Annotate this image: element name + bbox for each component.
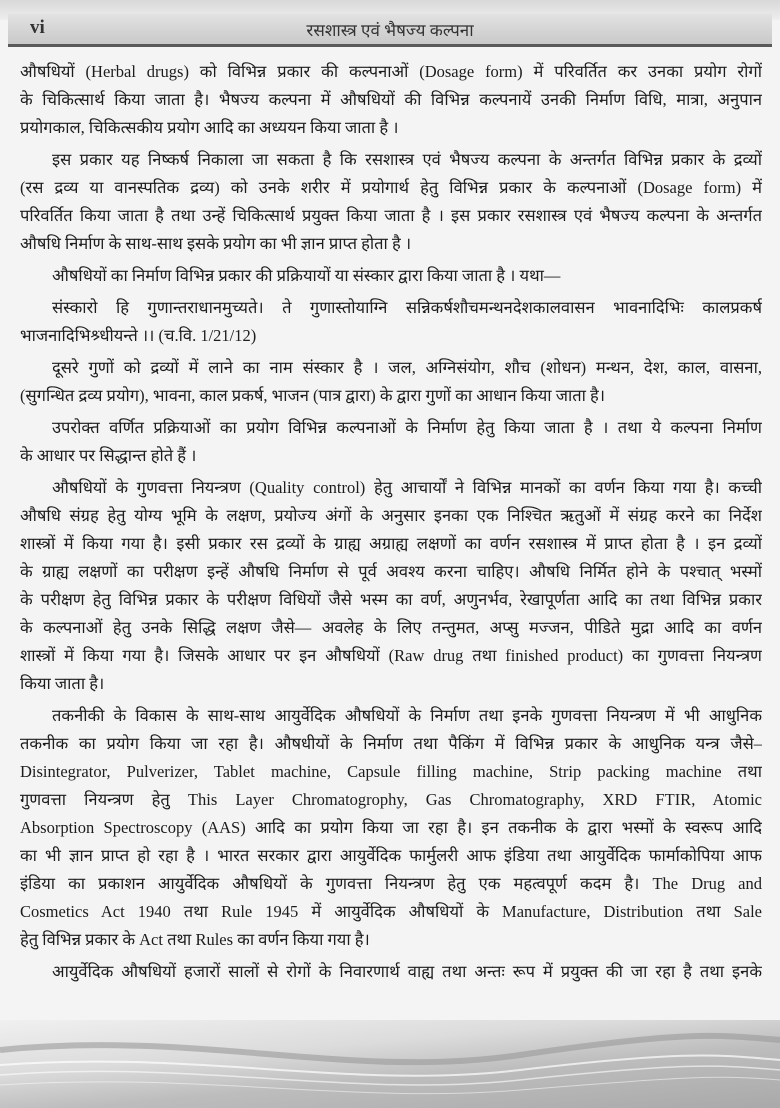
text-line: औषधियों के गुणवत्ता नियन्त्रण (Quality control) हेतु आचार्यों ने विभिन्न मानकों का वर्णन किया गया है। कच्ची	[52, 478, 762, 497]
text-line: परिवर्तित किया जाता है तथा उन्हें चिकित्सार्थ प्रयुक्त किया जाता है । इस प्रकार रसशास्त्र एवं भैषज्य कल्पना के अन्तर्गत	[20, 206, 762, 225]
text-line: गुणवत्ता नियन्त्रण हेतु This Layer Chromatogrophy, Gas Chromatography, XRD FTIR, Atomic	[20, 790, 762, 809]
text-line: के कल्पनाओं हेतु उनके सिद्धि लक्षण जैसे— अवलेह के लिए तन्तुमत, अप्सु मज्जन, पीडिते मुद्रा आदि का वर्णन	[20, 618, 762, 637]
text-line: औषधियों का निर्माण विभिन्न प्रकार की प्रक्रियायों या संस्कार द्वारा किया जाता है । यथा—	[52, 266, 561, 285]
page-number: vi	[30, 17, 45, 38]
text-line: के ग्राह्य लक्षणों का परीक्षण इन्हें औषधि निर्माण से पूर्व अवश्य करना चाहिए। औषधि निर्मित होने के पश्चात् भस्मों	[20, 562, 762, 581]
text-line: औषधि संग्रह हेतु योग्य भूमि के लक्षण, प्रयोज्य अंगों के अनुसार इनका एक निश्चित ऋतुओं में संग्रह करने का निर्देश	[20, 506, 762, 525]
paragraph	[20, 294, 762, 350]
text-line: भाजनादिभिश्र्धीयन्ते ।। (च.वि. 1/21/12)	[20, 326, 257, 345]
text-line: इस प्रकार यह निष्कर्ष निकाला जा सकता है कि रसशास्त्र एवं भैषज्य कल्पना के अन्तर्गत विभिन्न प्रकार के द्रव्यों	[52, 150, 762, 169]
text-line: तकनीक का प्रयोग किया जा रहा है। औषधीयों के निर्माण तथा पैकिंग में विभिन्न प्रकार के आधुनिक यन्त्र जैसे–	[20, 734, 762, 753]
text-line: उपरोक्त वर्णित प्रक्रियाओं का प्रयोग विभिन्न कल्पनाओं के निर्माण हेतु किया जाता है । तथा ये कल्पना निर्माण	[52, 418, 762, 437]
text-line: प्रयोगकाल, चिकित्सकीय प्रयोग आदि का अध्ययन किया जाता है ।	[20, 118, 399, 137]
text-line: के परीक्षण हेतु विभिन्न प्रकार के परीक्षण विधियों जैसे भस्म का वर्ण, अणुनर्भव, रेखापूर्णता आदि का तथा विभिन्न प्रकार	[20, 590, 762, 609]
text-line: शास्त्रों में किया गया है। इसी प्रकार रस द्रव्यों के ग्राह्य अग्राह्य लक्षणों का वर्णन रसशास्त्र में प्राप्त होता है । इन द्रव्यों	[20, 534, 762, 553]
text-line: किया जाता है।	[20, 674, 105, 693]
text-line: का भी ज्ञान प्राप्त हो रहा है । भारत सरकार द्वारा आयुर्वेदिक फार्मुलरी आफ इंडिया तथा आयुर्वेदिक फार्माकोपिया आफ	[20, 846, 762, 865]
text-line: Disintegrator, Pulverizer, Tablet machine, Capsule filling machine, Strip packing machine तथा	[20, 762, 762, 781]
text-line: के चिकित्सार्थ किया जाता है। भैषज्य कल्पना में औषधियों की विभिन्न कल्पनायें उनकी निर्माण विधि, मात्रा, अनुपान	[20, 90, 762, 109]
paragraph	[20, 414, 762, 470]
paragraph	[20, 354, 762, 410]
text-line: आयुर्वेदिक औषधियों हजारों सालों से रोगों के निवारणार्थ वाह्य तथा अन्तः रूप में प्रयुक्त की जा रहा है तथा इनके	[52, 962, 762, 981]
text-line: (रस द्रव्य या वानस्पतिक द्रव्य) को उनके शरीर में प्रयोगार्थ हेतु विभिन्न प्रकार के कल्पनाओं (Dosage form) में	[20, 178, 762, 197]
text-line: हेतु विभिन्न प्रकार के Act तथा Rules का वर्णन किया गया है।	[20, 930, 370, 949]
running-title: रसशास्त्र एवं भैषज्य कल्पना	[306, 21, 474, 40]
text-line: संस्कारो हि गुणान्तराधानमुच्यते। ते गुणास्तोयाग्नि सन्निकर्षशौचमन्थनदेशकालवासन भावनादिभिः कालप्रकर्ष	[52, 298, 762, 317]
text-line: Cosmetics Act 1940 तथा Rule 1945 में आयुर्वेदिक औषधियों के Manufacture, Distribution तथा Sale	[20, 902, 762, 921]
bottom-decorative-wave	[0, 1020, 780, 1108]
text-line: शास्त्रों में किया गया है। जिसके आधार पर इन औषधियों (Raw drug तथा finished product) का गुणवत्ता नियन्त्रण	[20, 646, 762, 665]
paragraph	[20, 146, 762, 258]
paragraph	[20, 58, 762, 142]
text-line: (सुगन्धित द्रव्य प्रयोग), भावना, काल प्रकर्ष, भाजन (पात्र द्वारा) के द्वारा गुणों का आधान किया जाता है।	[20, 386, 606, 405]
paragraph	[20, 474, 762, 698]
paragraph	[20, 702, 762, 954]
paragraph	[20, 958, 762, 986]
text-line: औषधियों (Herbal drugs) को विभिन्न प्रकार की कल्पनाओं (Dosage form) में परिवर्तित कर उनका प्रयोग रोगों	[20, 62, 762, 81]
text-line: इंडिया का प्रकाशन आयुर्वेदिक औषधियों के गुणवत्ता नियन्त्रण हेतु एक महत्वपूर्ण कदम है। The Drug and	[20, 874, 762, 893]
paragraph	[20, 262, 762, 290]
text-line: दूसरे गुणों को द्रव्यों में लाने का नाम संस्कार है । जल, अग्निसंयोग, शौच (शोधन) मन्थन, देश, काल, वासना,	[52, 358, 762, 377]
page-body	[20, 58, 762, 990]
text-line: तकनीकी के विकास के साथ-साथ आयुर्वेदिक औषधियों के निर्माण तथा इनके गुणवत्ता नियन्त्रण में भी आधुनिक	[52, 706, 762, 725]
text-line: औषधि निर्माण के साथ-साथ इसके प्रयोग का भी ज्ञान प्राप्त होता है ।	[20, 234, 412, 253]
page-header	[8, 14, 772, 47]
wave-lines	[0, 1020, 780, 1108]
text-line: Absorption Spectroscopy (AAS) आदि का प्रयोग किया जा रहा है। इन तकनीक के द्वारा भस्मों के स्वरूप आदि	[20, 818, 762, 837]
text-line: के आधार पर सिद्धान्त होते हैं ।	[20, 446, 197, 465]
